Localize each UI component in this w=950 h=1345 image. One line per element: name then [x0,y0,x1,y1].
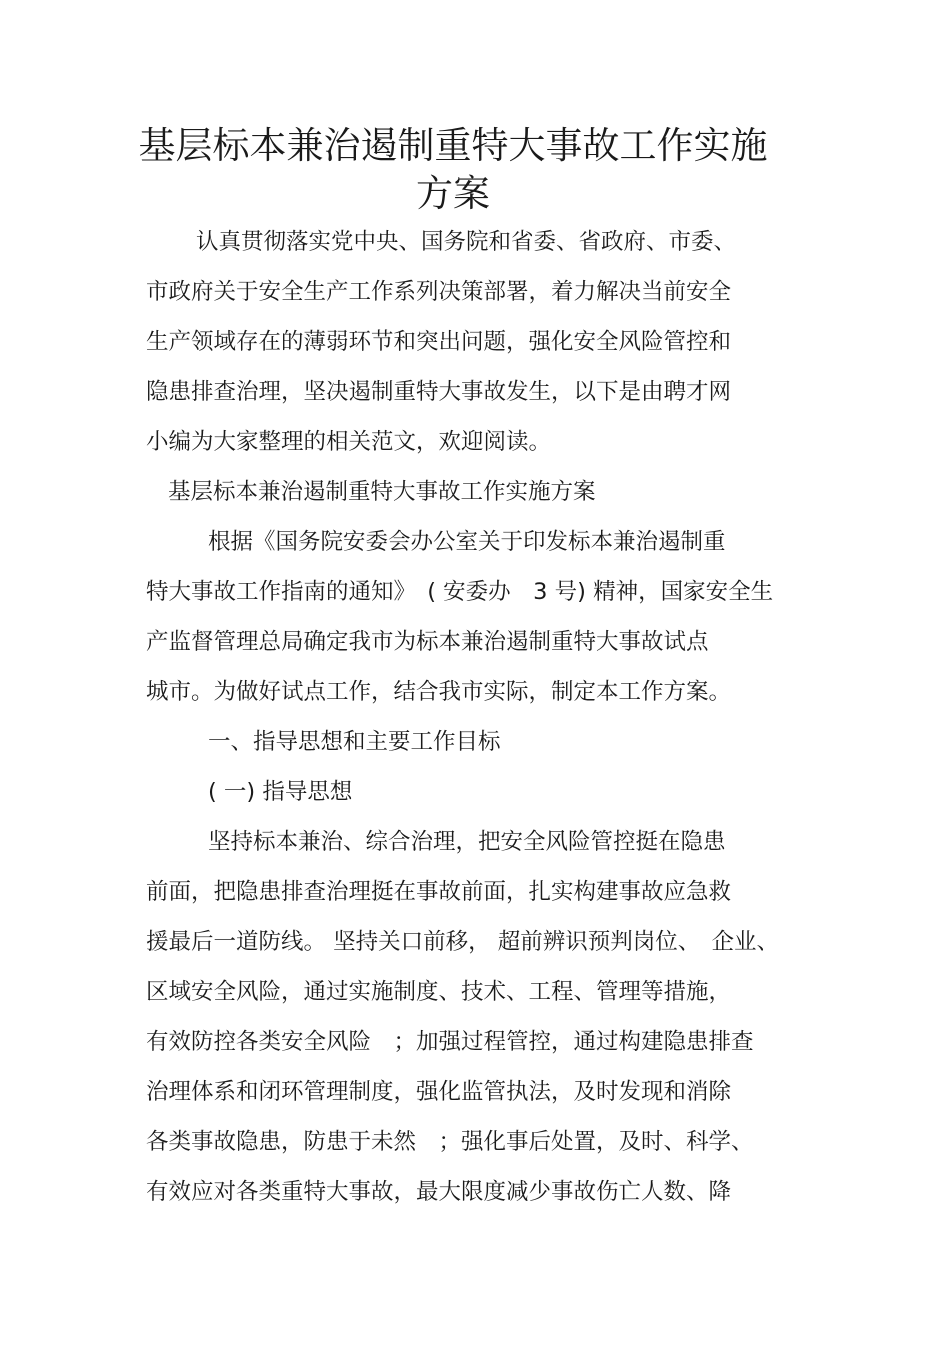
body-line: 认真贯彻落实党中央、国务院和省委、省政府、市委、 [196,229,737,255]
body-line: 有效防控各类安全风险 ；加强过程管控，通过构建隐患排查 [146,1029,754,1055]
document-title-line-2: 方案 [416,172,490,215]
body-line: 前面，把隐患排查治理挺在事故前面，扎实构建事故应急救 [146,879,732,905]
body-line: 有效应对各类重特大事故，最大限度减少事故伤亡人数、降 [146,1179,732,1205]
section-heading: 基层标本兼治遏制重特大事故工作实施方案 [168,479,596,505]
body-line: 产监督管理总局确定我市为标本兼治遏制重特大事故试点 [146,629,709,655]
body-line: 生产领域存在的薄弱环节和突出问题，强化安全风险管控和 [146,329,732,355]
body-line: 城市。为做好试点工作，结合我市实际，制定本工作方案。 [146,679,732,705]
subsection-heading: ( 一) 指导思想 [208,779,353,805]
body-line: 市政府关于安全生产工作系列决策部署，着力解决当前安全 [146,279,732,305]
body-line: 治理体系和闭环管理制度，强化监管执法，及时发现和消除 [146,1079,732,1105]
body-line: 根据《国务院安委会办公室关于印发标本兼治遏制重 [208,529,726,555]
document-title-line-1: 基层标本兼治遏制重特大事故工作实施 [138,124,768,167]
section-heading: 一、指导思想和主要工作目标 [208,729,501,755]
body-line: 小编为大家整理的相关范文，欢迎阅读。 [146,429,552,455]
body-line: 区域安全风险，通过实施制度、技术、工程、管理等措施， [146,979,732,1005]
body-line: 坚持标本兼治、综合治理，把安全风险管控挺在隐患 [208,829,726,855]
body-line: 特大事故工作指南的通知》 ( 安委办 3 号) 精神，国家安全生 [146,579,774,605]
body-line: 各类事故隐患，防患于未然 ；强化事后处置，及时、科学、 [146,1129,754,1155]
body-line: 援最后一道防线。 坚持关口前移， 超前辨识预判岗位、 企业、 [146,929,780,955]
body-line: 隐患排查治理，坚决遏制重特大事故发生，以下是由聘才网 [146,379,732,405]
